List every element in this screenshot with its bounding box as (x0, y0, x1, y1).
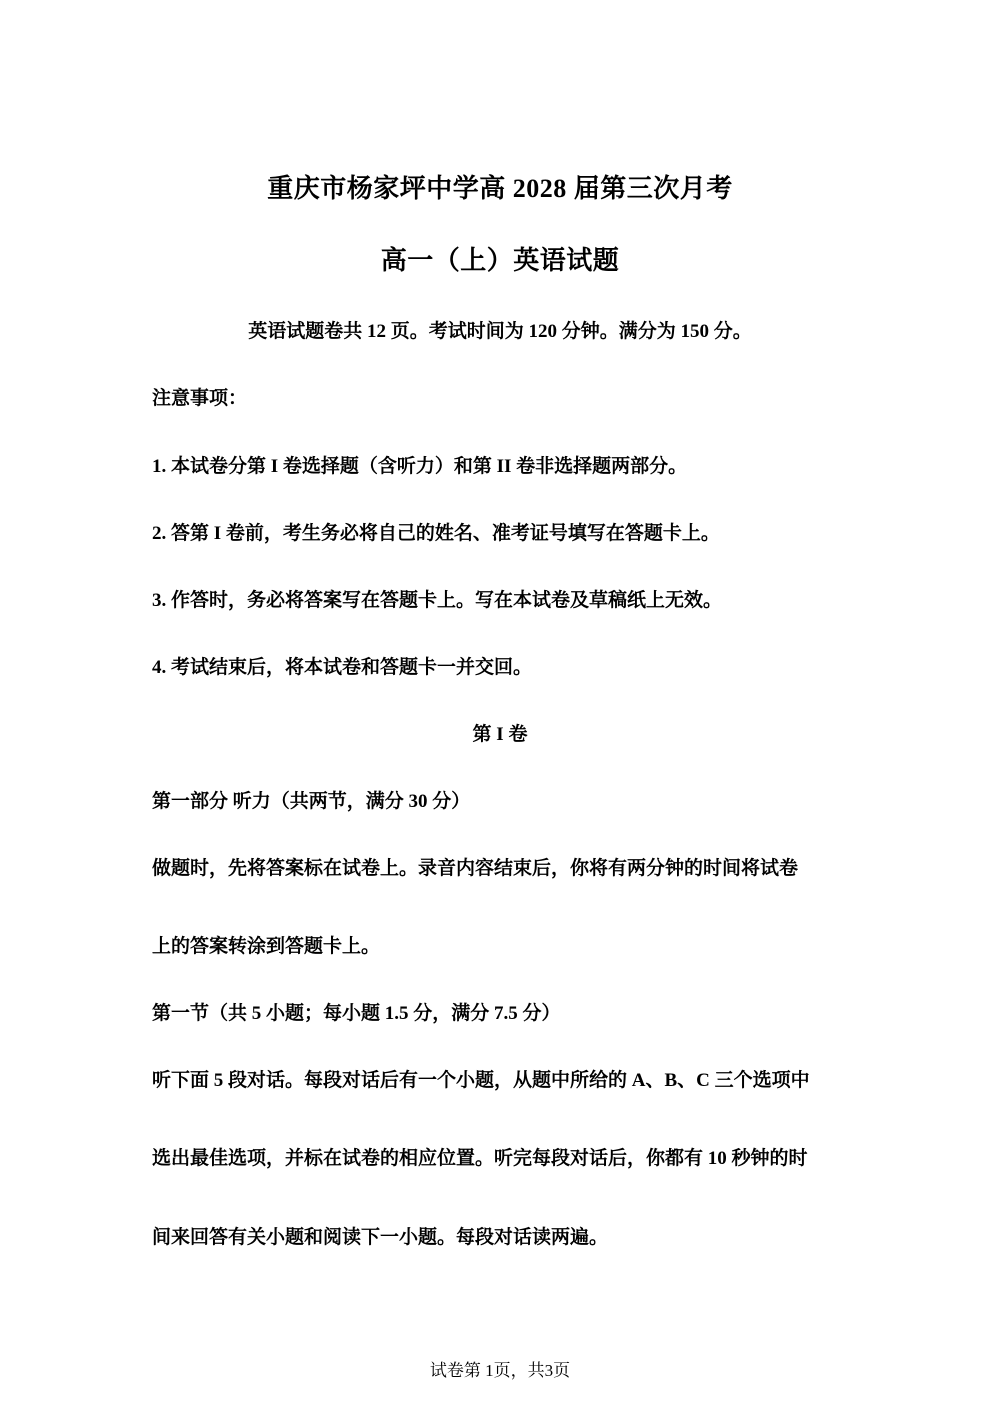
page-footer: 试卷第 1页，共3页 (429, 1361, 571, 1380)
section1-instruction-line: 听下面 5 段对话。每段对话后有一个小题，从题中所给的 A、B、C 三个选项中 (152, 1070, 810, 1091)
notice-item: 4. 考试结束后，将本试卷和答题卡一并交回。 (152, 657, 533, 678)
notice-item: 2. 答第 I 卷前，考生务必将自己的姓名、准考证号填写在答题卡上。 (152, 523, 720, 544)
part1-instruction-line: 做题时，先将答案标在试卷上。录音内容结束后，你将有两分钟的时间将试卷 (152, 858, 799, 879)
part1-heading: 第一部分 听力（共两节，满分 30 分） (152, 791, 471, 812)
section1-heading: 第一节（共 5 小题；每小题 1.5 分，满分 7.5 分） (152, 1003, 561, 1024)
exam-subtitle: 高一（上）英语试题 (380, 246, 620, 275)
notice-item: 3. 作答时，务必将答案写在答题卡上。写在本试卷及草稿纸上无效。 (152, 590, 723, 611)
notice-item: 1. 本试卷分第 I 卷选择题（含听力）和第 II 卷非选择题两部分。 (152, 456, 688, 477)
volume-heading: 第 I 卷 (472, 724, 528, 745)
part1-instruction-line: 上的答案转涂到答题卡上。 (152, 936, 381, 957)
exam-title: 重庆市杨家坪中学高 2028 届第三次月考 (267, 174, 733, 203)
notice-heading: 注意事项： (152, 388, 248, 409)
section1-instruction-line: 间来回答有关小题和阅读下一小题。每段对话读两遍。 (152, 1227, 609, 1248)
section1-instruction-line: 选出最佳选项，并标在试卷的相应位置。听完每段对话后，你都有 10 秒钟的时 (152, 1148, 808, 1169)
exam-intro: 英语试题卷共 12 页。考试时间为 120 分钟。满分为 150 分。 (248, 321, 752, 342)
